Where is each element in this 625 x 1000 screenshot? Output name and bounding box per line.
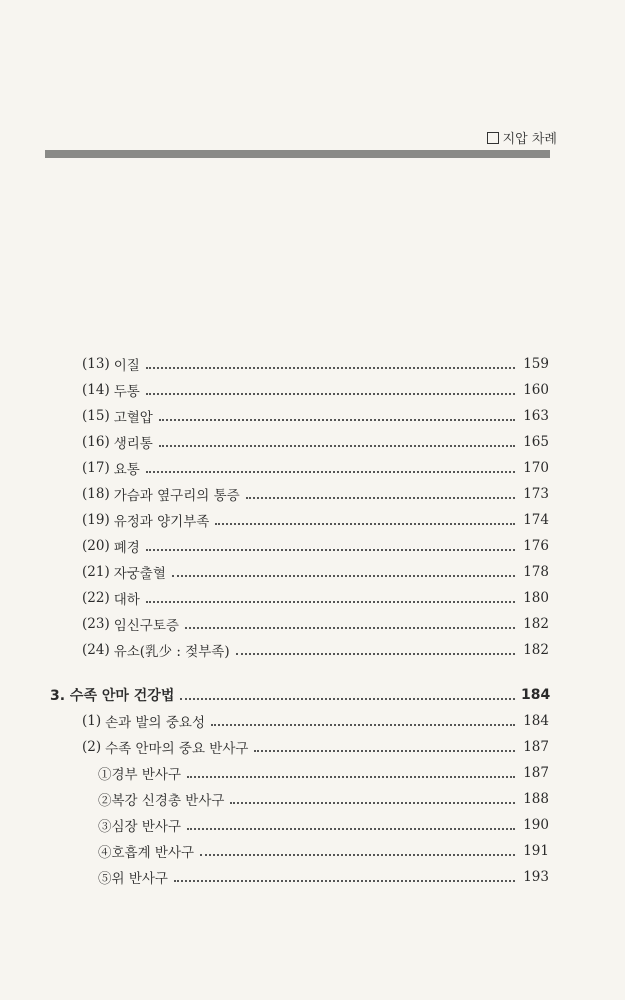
toc-leader-dots (146, 535, 515, 551)
toc-item[interactable] (0, 508, 625, 532)
toc-item[interactable] (0, 352, 625, 376)
toc-item-title: 수족 안마의 중요 반사구 (105, 741, 249, 757)
toc-subitem[interactable] (0, 787, 625, 811)
toc-item-title: 고혈압 (113, 410, 153, 426)
toc-item[interactable] (0, 586, 625, 610)
toc-subitem-page: 193 (523, 869, 549, 885)
toc-item-title: 손과 발의 중요성 (105, 715, 205, 731)
toc-section-page: 184 (521, 687, 551, 703)
toc-subitem-page: 190 (523, 817, 549, 833)
toc-item-title: 폐경 (113, 540, 140, 556)
toc-subitem-page: 188 (523, 791, 549, 807)
toc-leader-dots (172, 561, 515, 577)
toc-item-page: 173 (523, 486, 549, 502)
toc-subitem-page: 187 (523, 765, 549, 781)
toc-item-page: 176 (523, 538, 549, 554)
toc-leader-dots (146, 587, 515, 603)
checkbox-square-icon (487, 132, 499, 144)
toc-item-page: 159 (523, 356, 549, 372)
toc-item-number: (24) (82, 642, 110, 658)
toc-item-number: (13) (82, 356, 110, 372)
toc-leader-dots (146, 379, 515, 395)
toc-item-title: 자궁출혈 (113, 566, 166, 582)
toc-item[interactable] (0, 482, 625, 506)
header-rule (45, 150, 550, 158)
toc-item-title: 생리통 (113, 436, 153, 452)
toc-item-number: (1) (82, 713, 102, 729)
toc-item-page: 180 (523, 590, 549, 606)
toc-item-title: 유소(乳少 : 젖부족) (113, 644, 230, 660)
toc-item-page: 182 (523, 616, 549, 632)
toc-item[interactable] (0, 534, 625, 558)
toc-item-number: (15) (82, 408, 110, 424)
toc-leader-dots (180, 684, 515, 700)
toc-subitem-title: ②복강 신경총 반사구 (98, 793, 225, 809)
toc-item[interactable] (0, 612, 625, 636)
toc-item-number: (2) (82, 739, 102, 755)
toc-item-page: 165 (523, 434, 549, 450)
toc-item-number: (18) (82, 486, 110, 502)
toc-leader-dots (185, 613, 515, 629)
toc-item-title: 요통 (113, 462, 140, 478)
toc-item-title: 가슴과 옆구리의 통증 (113, 488, 240, 504)
toc-leader-dots (215, 509, 515, 525)
toc-item-number: (21) (82, 564, 110, 580)
toc-item-page: 178 (523, 564, 549, 580)
toc-item-number: (16) (82, 434, 110, 450)
toc-leader-dots (187, 814, 515, 830)
toc-subitem-page: 191 (523, 843, 549, 859)
toc-item[interactable] (0, 638, 625, 662)
toc-item-page: 170 (523, 460, 549, 476)
toc-item-page: 184 (523, 713, 549, 729)
toc-leader-dots (159, 405, 515, 421)
toc-subitem-title: ①경부 반사구 (98, 767, 181, 783)
toc-item[interactable] (0, 560, 625, 584)
toc-item-page: 160 (523, 382, 549, 398)
running-header (487, 128, 557, 147)
toc-item-title: 유정과 양기부족 (113, 514, 210, 530)
toc-subitem[interactable] (0, 839, 625, 863)
toc-item-title: 임신구토증 (113, 618, 179, 634)
toc-subitem-title: ③심장 반사구 (98, 819, 181, 835)
toc-item-number: (19) (82, 512, 110, 528)
toc-leader-dots (254, 736, 515, 752)
toc-item[interactable] (0, 430, 625, 454)
toc-leader-dots (236, 639, 515, 655)
toc-subitem[interactable] (0, 813, 625, 837)
toc-item[interactable] (0, 735, 625, 759)
toc-item-title: 두통 (113, 384, 140, 400)
toc-leader-dots (159, 431, 515, 447)
toc-leader-dots (211, 710, 515, 726)
toc-leader-dots (146, 353, 515, 369)
toc-item-title: 이질 (113, 358, 140, 374)
toc-subitem[interactable] (0, 761, 625, 785)
toc-section-heading[interactable] (0, 683, 625, 707)
toc-item[interactable] (0, 456, 625, 480)
toc-section-title: 3. 수족 안마 건강법 (50, 688, 175, 704)
toc-leader-dots (246, 483, 515, 499)
toc-leader-dots (230, 788, 515, 804)
toc-leader-dots (174, 866, 515, 882)
toc-leader-dots (200, 840, 515, 856)
toc-subitem-title: ④호흡계 반사구 (98, 845, 195, 861)
header-label: 지압 차례 (502, 132, 557, 147)
toc-item-page: 187 (523, 739, 549, 755)
toc-item[interactable] (0, 378, 625, 402)
toc-subitem[interactable] (0, 865, 625, 889)
toc-leader-dots (146, 457, 515, 473)
toc-item-title: 대하 (113, 592, 140, 608)
toc-item-page: 163 (523, 408, 549, 424)
toc-item-number: (20) (82, 538, 110, 554)
toc-leader-dots (187, 762, 515, 778)
toc-item-number: (14) (82, 382, 110, 398)
toc-item-number: (17) (82, 460, 110, 476)
toc-item-number: (22) (82, 590, 110, 606)
toc-item-page: 174 (523, 512, 549, 528)
toc-item-number: (23) (82, 616, 110, 632)
toc-subitem-title: ⑤위 반사구 (98, 871, 168, 887)
toc-item-page: 182 (523, 642, 549, 658)
toc-item[interactable] (0, 709, 625, 733)
toc-item[interactable] (0, 404, 625, 428)
